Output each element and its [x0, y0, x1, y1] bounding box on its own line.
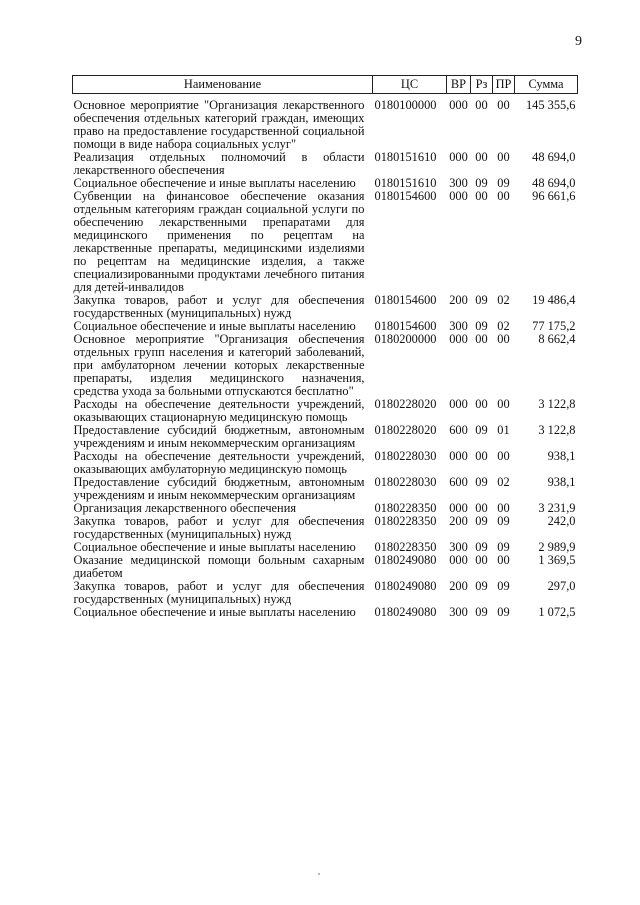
table-row — [73, 554, 578, 580]
row-pr: 02 — [497, 319, 510, 333]
header-rz: Рз — [471, 76, 493, 94]
row-rz: 09 — [475, 423, 488, 437]
row-name: Расходы на обеспечение деятельности учреждений, оказывающих амбулаторную медицинскую помощь — [73, 449, 365, 476]
row-rz: 09 — [475, 176, 488, 190]
table-header — [73, 76, 578, 94]
row-vr: 600 — [449, 475, 468, 489]
row-rz: 00 — [475, 397, 488, 411]
row-pr: 02 — [497, 293, 510, 307]
table-row — [73, 515, 578, 541]
row-vr: 000 — [449, 397, 468, 411]
row-cs: 0180228030 — [374, 475, 437, 489]
row-sum: 3 122,8 — [538, 423, 576, 437]
row-pr: 01 — [497, 423, 510, 437]
row-pr: 00 — [497, 397, 510, 411]
row-pr: 09 — [497, 605, 510, 619]
row-pr: 02 — [497, 475, 510, 489]
row-vr: 300 — [449, 540, 468, 554]
row-vr: 200 — [449, 579, 468, 593]
row-rz: 09 — [475, 514, 488, 528]
row-rz: 09 — [475, 293, 488, 307]
row-cs: 0180200000 — [374, 332, 437, 346]
header-pr: ПР — [493, 76, 515, 94]
row-pr: 00 — [497, 150, 510, 164]
row-sum: 145 355,6 — [525, 98, 576, 112]
row-sum: 8 662,4 — [538, 332, 576, 346]
row-cs: 0180154600 — [374, 189, 437, 203]
table-row — [73, 424, 578, 450]
table-row — [73, 450, 578, 476]
row-cs: 0180228350 — [374, 540, 437, 554]
row-sum: 297,0 — [547, 579, 576, 593]
row-cs: 0180228020 — [374, 397, 437, 411]
row-name: Социальное обеспечение и иные выплаты населению — [73, 176, 356, 190]
row-rz: 09 — [475, 605, 488, 619]
row-name: Закупка товаров, работ и услуг для обеспечения государственных (муниципальных) нужд — [73, 579, 365, 606]
row-pr: 09 — [497, 540, 510, 554]
row-vr: 300 — [449, 605, 468, 619]
row-name: Субвенции на финансовое обеспечение оказания отдельным категориям граждан социальной услуги по обеспечению лекарственными препаратами для медицинского применения по рецептам на лекарственные препараты, медицинскими изделиями по рецептам на медицинские изделия, а также специализированными продуктами лечебного питания для детей-инвалидов — [73, 189, 365, 294]
row-vr: 000 — [449, 332, 468, 346]
row-name: Закупка товаров, работ и услуг для обеспечения государственных (муниципальных) нужд — [73, 514, 365, 541]
row-sum: 96 661,6 — [532, 189, 576, 203]
row-sum: 938,1 — [547, 449, 576, 463]
row-name: Предоставление субсидий бюджетным, автономным учреждениям и иным некоммерческим организациям — [73, 475, 365, 502]
row-vr: 200 — [449, 293, 468, 307]
row-pr: 00 — [497, 501, 510, 515]
row-rz: 00 — [475, 501, 488, 515]
row-sum: 938,1 — [547, 475, 576, 489]
table-row — [73, 476, 578, 502]
row-rz: 00 — [475, 150, 488, 164]
row-sum: 3 231,9 — [538, 501, 576, 515]
table-row — [73, 398, 578, 424]
row-cs: 0180154600 — [374, 293, 437, 307]
table-row — [73, 333, 578, 398]
scan-speck — [318, 873, 320, 875]
row-pr: 00 — [497, 553, 510, 567]
row-pr: 09 — [497, 514, 510, 528]
row-sum: 77 175,2 — [532, 319, 576, 333]
header-name: Наименование — [73, 76, 373, 94]
row-pr: 09 — [497, 579, 510, 593]
row-name: Социальное обеспечение и иные выплаты населению — [73, 605, 356, 619]
row-cs: 0180100000 — [374, 98, 437, 112]
row-vr: 000 — [449, 501, 468, 515]
row-cs: 0180228350 — [374, 501, 437, 515]
row-cs: 0180249080 — [374, 553, 437, 567]
row-pr: 00 — [497, 449, 510, 463]
row-rz: 00 — [475, 98, 488, 112]
table-row — [73, 294, 578, 320]
row-name: Расходы на обеспечение деятельности учреждений, оказывающих стационарную медицинскую помощь — [73, 397, 365, 424]
row-cs: 0180249080 — [374, 605, 437, 619]
row-sum: 2 989,9 — [538, 540, 576, 554]
row-cs: 0180228350 — [374, 514, 437, 528]
row-cs: 0180151610 — [374, 176, 437, 190]
row-name: Закупка товаров, работ и услуг для обеспечения государственных (муниципальных) нужд — [73, 293, 365, 320]
row-vr: 600 — [449, 423, 468, 437]
row-cs: 0180228030 — [374, 449, 437, 463]
row-vr: 200 — [449, 514, 468, 528]
header-cs: ЦС — [373, 76, 447, 94]
row-cs: 0180228020 — [374, 423, 437, 437]
row-name: Оказание медицинской помощи больным сахарным диабетом — [73, 553, 365, 580]
row-cs: 0180151610 — [374, 150, 437, 164]
table-row — [73, 94, 578, 152]
row-rz: 09 — [475, 319, 488, 333]
row-pr: 00 — [497, 332, 510, 346]
row-vr: 000 — [449, 553, 468, 567]
row-rz: 00 — [475, 189, 488, 203]
row-sum: 1 072,5 — [538, 605, 576, 619]
row-sum: 48 694,0 — [532, 176, 576, 190]
row-cs: 0180249080 — [374, 579, 437, 593]
row-name: Предоставление субсидий бюджетным, автономным учреждениям и иным некоммерческим организациям — [73, 423, 365, 450]
row-name: Реализация отдельных полномочий в области лекарственного обеспечения — [73, 150, 365, 177]
budget-table — [72, 75, 578, 619]
row-vr: 000 — [449, 449, 468, 463]
row-vr: 300 — [449, 319, 468, 333]
table-row — [73, 606, 578, 619]
row-name: Социальное обеспечение и иные выплаты населению — [73, 319, 356, 333]
table-row — [73, 580, 578, 606]
page-number: 9 — [575, 34, 582, 49]
table-body — [73, 94, 578, 620]
row-rz: 00 — [475, 332, 488, 346]
table-row — [73, 151, 578, 177]
row-pr: 00 — [497, 189, 510, 203]
row-rz: 09 — [475, 540, 488, 554]
row-vr: 000 — [449, 98, 468, 112]
row-pr: 09 — [497, 176, 510, 190]
row-name: Социальное обеспечение и иные выплаты населению — [73, 540, 356, 554]
row-name: Основное мероприятие "Организация обеспечения отдельных групп населения и категорий заболеваний, при амбулаторном лечении которых лекарственные препараты, изделия медицинского назначения, средства ухода за больными отпускаются бесплатно" — [73, 332, 365, 398]
row-cs: 0180154600 — [374, 319, 437, 333]
row-rz: 09 — [475, 579, 488, 593]
header-sum: Сумма — [515, 76, 578, 94]
row-vr: 300 — [449, 176, 468, 190]
row-rz: 00 — [475, 553, 488, 567]
row-sum: 19 486,4 — [532, 293, 576, 307]
row-vr: 000 — [449, 189, 468, 203]
table-row — [73, 190, 578, 294]
row-vr: 000 — [449, 150, 468, 164]
row-name: Организация лекарственного обеспечения — [73, 501, 297, 515]
header-vr: ВР — [447, 76, 471, 94]
row-sum: 242,0 — [547, 514, 576, 528]
row-pr: 00 — [497, 98, 510, 112]
row-sum: 48 694,0 — [532, 150, 576, 164]
row-sum: 1 369,5 — [538, 553, 576, 567]
row-name: Основное мероприятие "Организация лекарственного обеспечения отдельных категорий граждан, имеющих право на предоставление государственной социальной помощи в виде набора социальных услуг" — [73, 98, 365, 151]
row-sum: 3 122,8 — [538, 397, 576, 411]
row-rz: 00 — [475, 449, 488, 463]
row-rz: 09 — [475, 475, 488, 489]
